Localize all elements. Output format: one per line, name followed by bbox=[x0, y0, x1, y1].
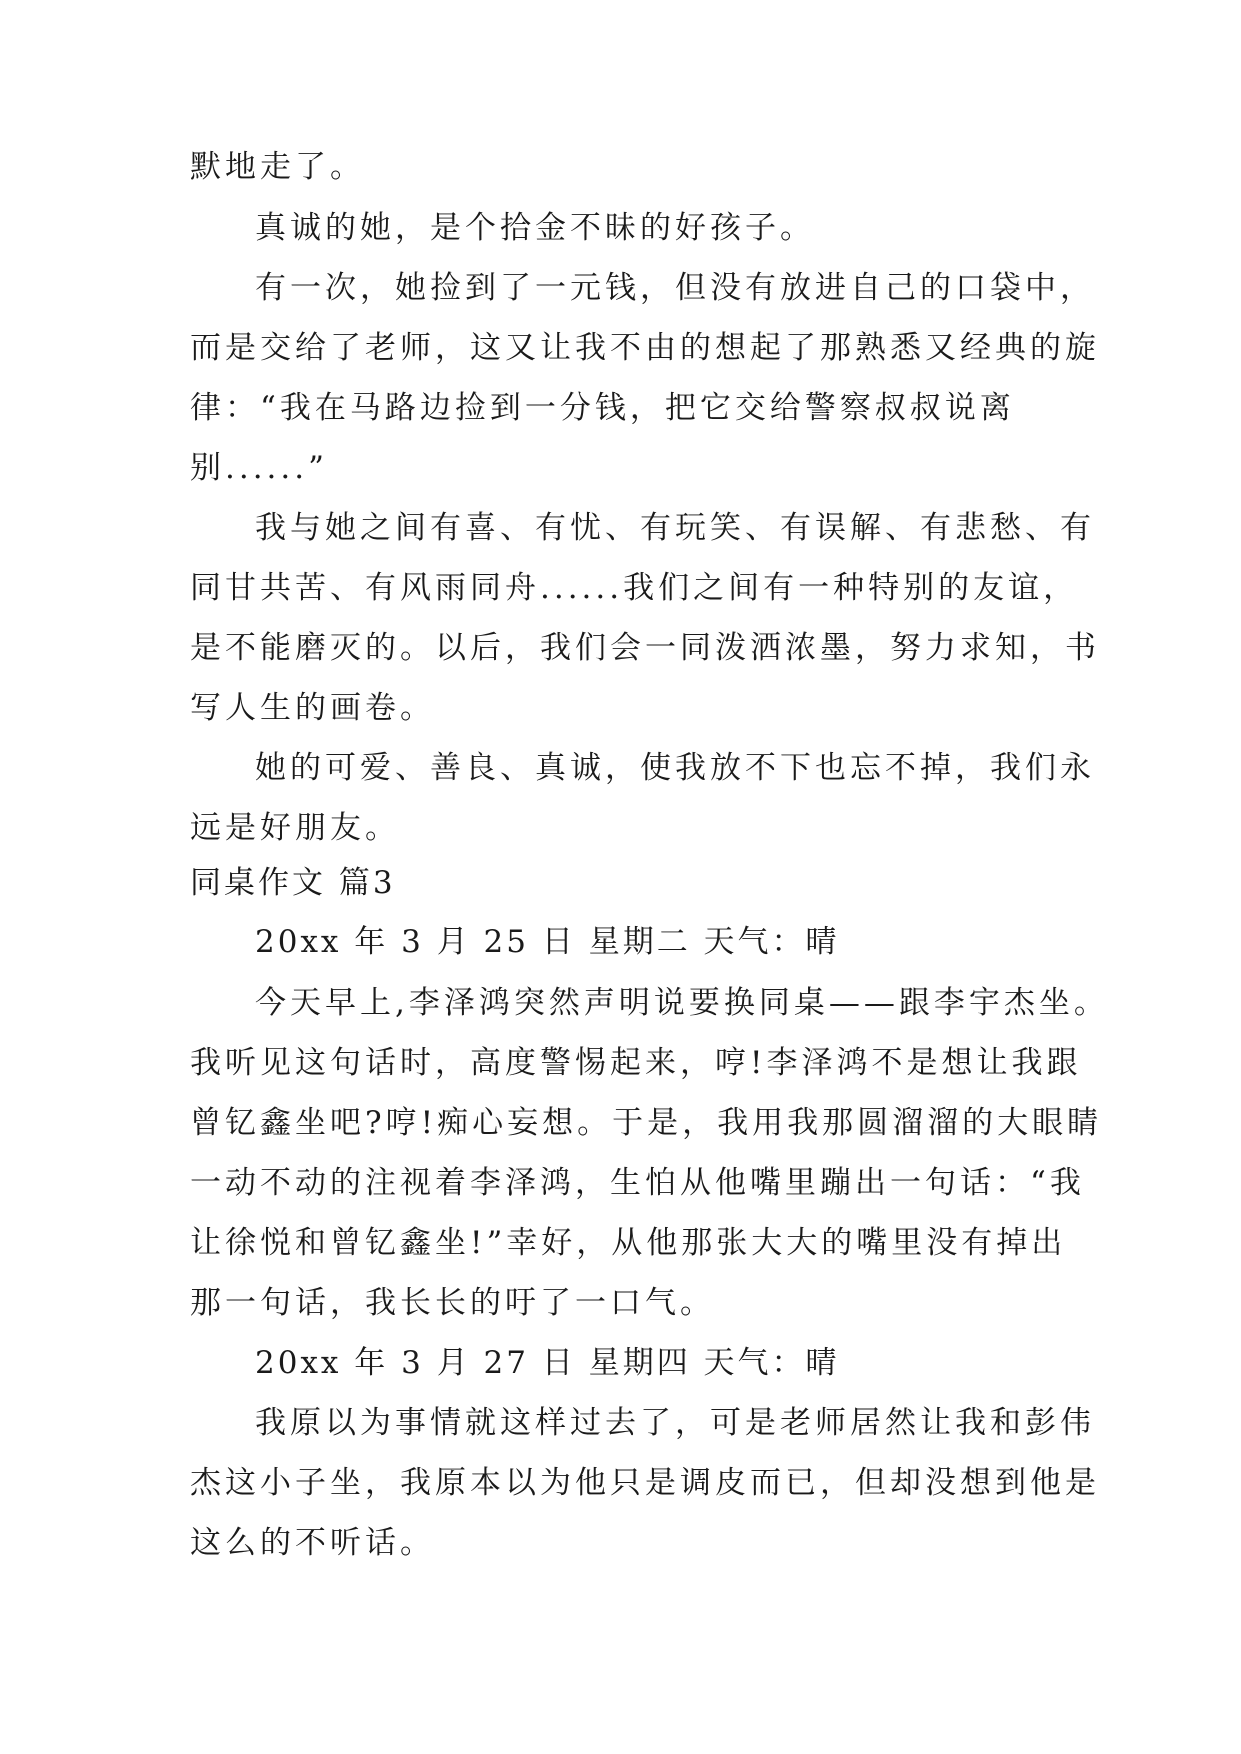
text-line: 今天早上,李泽鸿突然声明说要换同桌——跟李宇杰坐。 bbox=[255, 985, 1109, 1021]
text-line: 别......” bbox=[190, 450, 328, 486]
text-line: 这么的不听话。 bbox=[190, 1525, 435, 1561]
text-line: 曾钇鑫坐吧?哼!痴心妄想。于是，我用我那圆溜溜的大眼睛 bbox=[190, 1105, 1103, 1141]
diary-date-line: 20xx 年 3 月 25 日 星期二 天气：晴 bbox=[255, 924, 840, 960]
text-line: 有一次，她捡到了一元钱，但没有放进自己的口袋中， bbox=[255, 270, 1095, 306]
text-line: 真诚的她，是个拾金不昧的好孩子。 bbox=[255, 210, 815, 246]
text-line: 我与她之间有喜、有忧、有玩笑、有误解、有悲愁、有 bbox=[255, 510, 1095, 546]
text-line: 杰这小子坐，我原本以为他只是调皮而已，但却没想到他是 bbox=[190, 1465, 1100, 1501]
diary-date-line: 20xx 年 3 月 27 日 星期四 天气：晴 bbox=[255, 1345, 840, 1381]
text-line: 默地走了。 bbox=[190, 149, 365, 185]
text-line: 是不能磨灭的。以后，我们会一同泼洒浓墨，努力求知，书 bbox=[190, 630, 1100, 666]
text-line: 让徐悦和曾钇鑫坐!”幸好，从他那张大大的嘴里没有掉出 bbox=[190, 1225, 1067, 1261]
text-line: 我原以为事情就这样过去了，可是老师居然让我和彭伟 bbox=[255, 1405, 1095, 1441]
section-heading: 同桌作文 篇3 bbox=[190, 865, 396, 901]
text-line: 而是交给了老师，这又让我不由的想起了那熟悉又经典的旋 bbox=[190, 330, 1100, 366]
text-line: 律：“我在马路边捡到一分钱，把它交给警察叔叔说离 bbox=[190, 390, 1015, 426]
text-line: 同甘共苦、有风雨同舟......我们之间有一种特别的友谊， bbox=[190, 570, 1079, 606]
text-line: 我听见这句话时，高度警惕起来，哼!李泽鸿不是想让我跟 bbox=[190, 1045, 1082, 1081]
text-line: 那一句话，我长长的吁了一口气。 bbox=[190, 1285, 715, 1321]
text-line: 她的可爱、善良、真诚，使我放不下也忘不掉，我们永 bbox=[255, 750, 1095, 786]
text-line: 远是好朋友。 bbox=[190, 810, 400, 846]
text-line: 写人生的画卷。 bbox=[190, 690, 435, 726]
text-line: 一动不动的注视着李泽鸿，生怕从他嘴里蹦出一句话：“我 bbox=[190, 1165, 1085, 1201]
